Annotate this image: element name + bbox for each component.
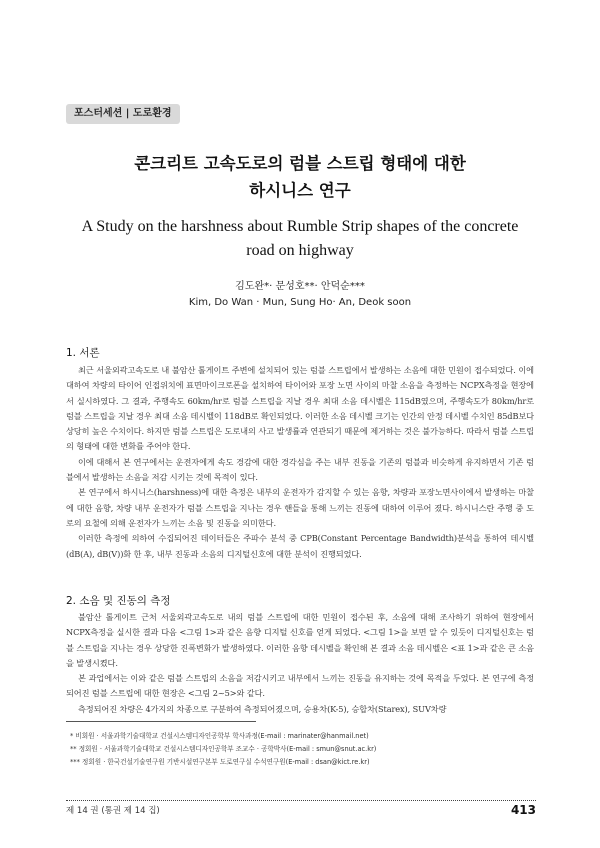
footnotes xyxy=(70,730,530,769)
footer-divider xyxy=(66,800,536,801)
footnote: *** 정회원 · 한국건설기술연구원 기반시설연구본부 도로연구실 수석연구원(E-mail : dsan@kict.re.kr) xyxy=(70,758,370,766)
section-heading-introduction: 1. 서론 xyxy=(66,347,100,359)
section-body-measurement xyxy=(66,610,534,717)
section-heading-measurement: 2. 소음 및 진동의 측정 xyxy=(66,595,171,607)
english-title xyxy=(0,215,600,263)
authors-korean: 김도완*· 문성호**· 안덕순*** xyxy=(235,281,365,292)
paragraph: 최근 서울외곽고속도로 내 불암산 톨게이트 주변에 설치되어 있는 럼블 스트립에서 발생하는 소음에 대한 민원이 접수되었다. 이에 대하여 차량의 타이어 인접위치에 표면마이크로폰을 설치하여 타이어와 포장 노면 사이의 마찰 소음을 측정하는 NCPX측정을 현장에서 실시하였다. 그 결과, 주행속도 60km/hr로 럼블 스트립을 지날 경우 최대 소음 데시벨은 115dB였으며, 주행속도가 80km/hr로 럼블 스트립을 지날 경우 최대 소음 데시벨이 118dB로 확인되었다. 이러한 소음 데시벨 크기는 인간의 안정 데시벨 수치인 85dB보다 상당히 높은 수치이다. 하지만 럼블 스트립은 도로내의 사고 발생률과 연관되기 때문에 제거하는 것은 불가능하다. 따라서 럼블 스트립의 형태에 대한 변화를 주어야 한다. xyxy=(66,365,534,452)
korean-title-line-1: 콘크리트 고속도로의 럼블 스트립 형태에 대한 xyxy=(134,154,466,173)
english-title-line-2: road on highway xyxy=(246,242,354,259)
paragraph: 본 과업에서는 이와 같은 럼블 스트립의 소음을 저감시키고 내부에서 느끼는 진동을 유지하는 것에 목적을 두었다. 본 연구에 측정되어진 럼블 스트립에 대한 현장은 <그림 2~5>와 같다. xyxy=(66,673,534,699)
paragraph: 이러한 측정에 의하여 수집되어진 데이터들은 주파수 분석 중 CPB(Constant Percentage Bandwidth)분석을 통하여 데시벨(dB(A), dB(V))화 한 후, 내부 진동과 소음의 디지털신호에 대한 분석이 진행되었다. xyxy=(66,533,534,559)
paragraph: 측정되어진 차량은 4가지의 차종으로 구분하여 측정되어졌으며, 승용차(K-5), 승합차(Starex), SUV차량 xyxy=(78,703,447,714)
page-number: 413 xyxy=(510,803,536,817)
footnote: ** 정회원 · 서울과학기술대학교 건설시스템디자인공학부 조교수 · 공학박사(E-mail : smun@snut.ac.kr) xyxy=(70,745,377,753)
paragraph: 이에 대해서 본 연구에서는 운전자에게 속도 경감에 대한 경각심을 주는 내부 진동을 기존의 럼블과 비슷하게 유지하면서 기존 럼블에서 발생하는 소음을 저감 시키는 것에 목적이 있다. xyxy=(66,456,534,483)
korean-title xyxy=(0,150,600,204)
korean-title-line-2: 하시니스 연구 xyxy=(249,181,351,200)
paragraph: 불암산 톨게이트 근처 서울외곽고속도로 내의 럼블 스트립에 대한 민원이 접수된 후, 소음에 대해 조사하기 위하여 현장에서 NCPX측정을 실시한 결과 다음 <그림 1>과 같은 음향 디지털 신호를 얻게 되었다. <그림 1>을 보면 알 수 있듯이 디지털신호는 럼블 스트립을 지나는 경우 상당한 진폭변화가 발생하였다. 이러한 음향 데시벨을 확인해 본 결과 소음 데시벨은 <표 1>과 같은 큰 소음을 발생시켰다. xyxy=(66,612,534,668)
section-body-introduction xyxy=(66,363,534,562)
paragraph: 본 연구에서 하시니스(harshness)에 대한 측정은 내부의 운전자가 감지할 수 있는 음향, 차량과 포장노면사이에서 발생하는 마찰에 대한 음향, 차량 내부 운전자가 럼블 스트립을 지나는 경우 핸들을 통해 느끼는 진동에 대하여 이루어 졌다. 하시니스란 주행 중 도로의 요철에 의해 운전자가 느끼는 소음 및 진동을 의미한다. xyxy=(66,487,534,528)
volume-info: 제 14 권 (통권 제 14 집) xyxy=(66,806,160,816)
english-title-line-1: A Study on the harshness about Rumble Strip shapes of the concrete xyxy=(81,218,519,235)
authors-english: Kim, Do Wan · Mun, Sung Ho· An, Deok soon xyxy=(188,297,412,308)
footnote-divider xyxy=(66,721,256,722)
section-tag: 포스터세션 | 도로환경 xyxy=(66,104,180,124)
footnote: * 비회원 · 서울과학기술대학교 건설시스템디자인공학부 학사과정(E-mail : marinater@hanmail.net) xyxy=(70,732,369,740)
